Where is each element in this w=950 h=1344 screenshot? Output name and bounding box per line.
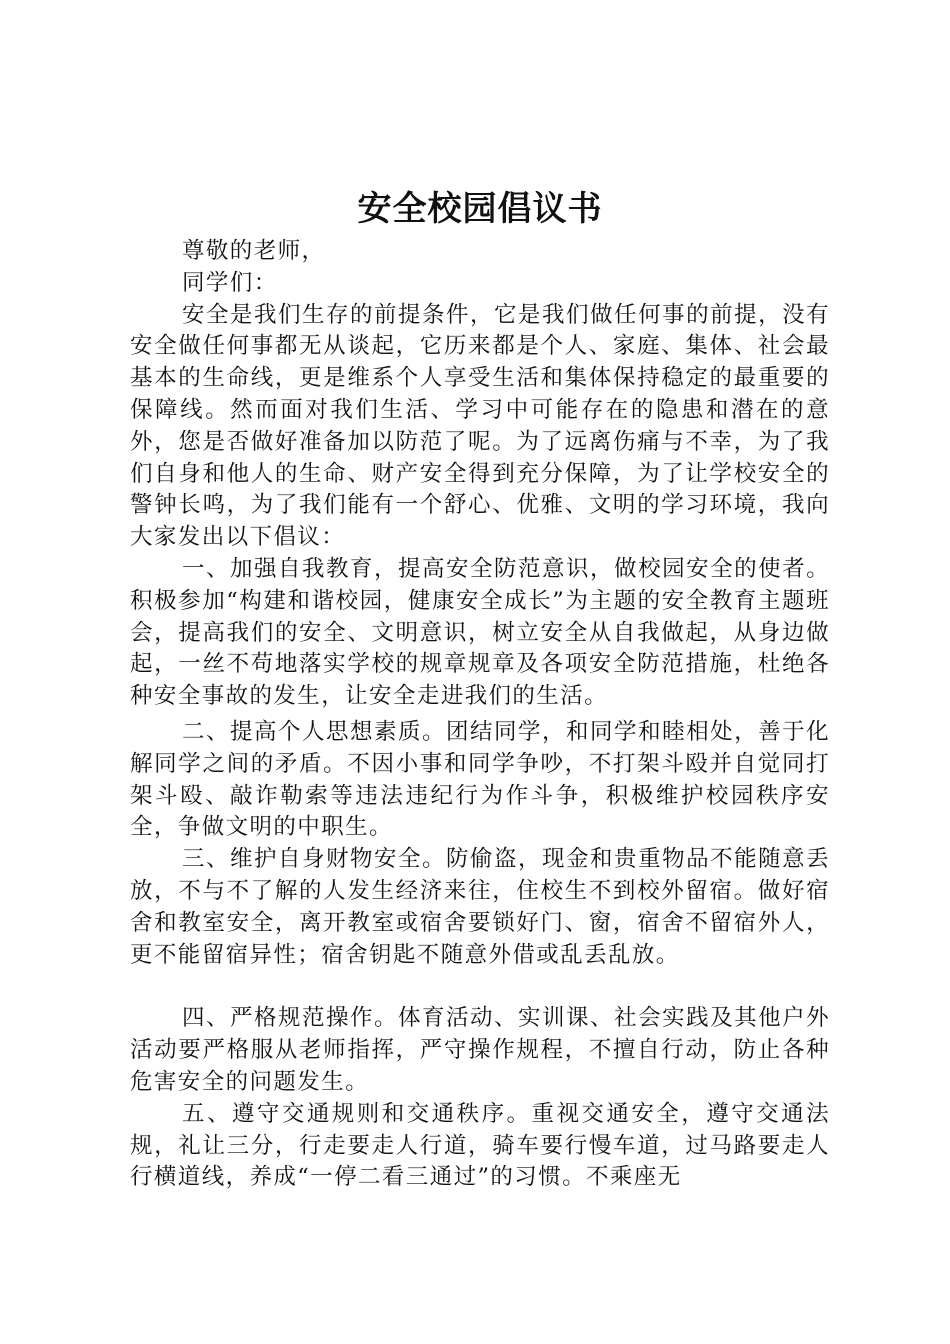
paragraph-proposal-5: 五、遵守交通规则和交通秩序。重视交通安全，遵守交通法规，礼让三分，行走要走人行道，骑车要行慢车道，过马路要走人行横道线，养成“一停二看三通过”的习惯。不乘座无 — [130, 1100, 830, 1191]
salutation-students: 同学们： — [182, 269, 278, 296]
paragraph-proposal-1: 一、加强自我教育，提高安全防范意识，做校园安全的使者。积极参加“构建和谐校园，健康安全成长”为主题的安全教育主题班会，提高我们的安全、文明意识，树立安全从自我做起，从身边做起，一丝不苟地落实学校的规章规章及各项安全防范措施，杜绝各种安全事故的发生，让安全走进我们的生活。 — [130, 555, 830, 710]
paragraph-intro: 安全是我们生存的前提条件，它是我们做任何事的前提，没有安全做任何事都无从谈起，它历来都是个人、家庭、集体、社会最基本的生命线，更是维系个人享受生活和集体保持稳定的最重要的保障线。然而面对我们生活、学习中可能存在的隐患和潜在的意外，您是否做好准备加以防范了呢。为了远离伤痛与不幸，为了我们自身和他人的生命、财产安全得到充分保障，为了让学校安全的警钟长鸣，为了我们能有一个舒心、优雅、文明的学习环境，我向大家发出以下倡议： — [130, 301, 830, 551]
document-title: 安全校园倡议书 — [357, 189, 603, 229]
paragraph-gap — [130, 971, 830, 1003]
document-page — [130, 184, 830, 1194]
paragraph-proposal-4: 四、严格规范操作。体育活动、实训课、社会实践及其他户外活动要严格服从老师指挥，严守操作规程，不擅自行动，防止各种危害安全的问题发生。 — [130, 1005, 830, 1095]
paragraph-proposal-2: 二、提高个人思想素质。团结同学，和同学和睦相处，善于化解同学之间的矛盾。不因小事和同学争吵，不打架斗殴并自觉同打架斗殴、敲诈勒索等违法违纪行为作斗争，积极维护校园秩序安全，争做文明的中职生。 — [130, 718, 830, 841]
salutation-teachers: 尊敬的老师， — [182, 238, 326, 264]
paragraph-proposal-3: 三、维护自身财物安全。防偷盗，现金和贵重物品不能随意丢放，不与不了解的人发生经济来往，住校生不到校外留宿。做好宿舍和教室安全，离开教室或宿舍要锁好门、窗，宿舍不留宿外人，更不能留宿异性；宿舍钥匙不随意外借或乱丢乱放。 — [130, 846, 830, 968]
